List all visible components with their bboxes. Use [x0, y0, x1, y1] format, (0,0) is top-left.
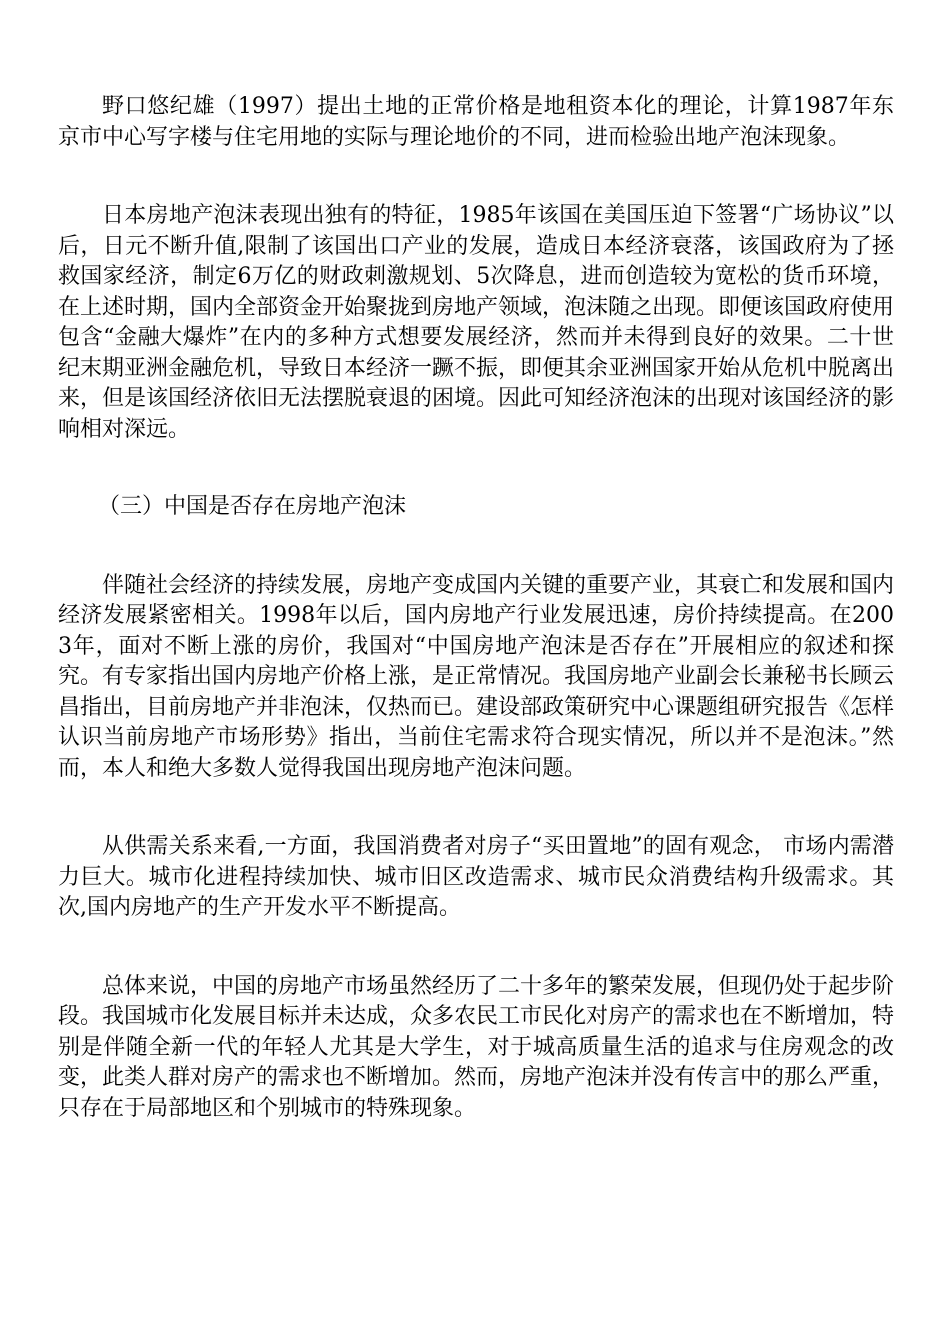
document-page	[58, 92, 894, 1124]
paragraph-japan-bubble: 日本房地产泡沫表现出独有的特征，1985年该国在美国压迫下签署“广场协议”以后，日元不断升值,限制了该国出口产业的发展，造成日本经济衰落，该国政府为了拯救国家经济，制定6万亿的财政刺激规划、5次降息，进而创造较为宽松的货币环境，在上述时期，国内全部资金开始聚拢到房地产领域，泡沫随之出现。即便该国政府使用包含“金融大爆炸”在内的多种方式想要发展经济，然而并未得到良好的效果。二十世纪末期亚洲金融危机，导致日本经济一蹶不振，即便其余亚洲国家开始从危机中脱离出来，但是该国经济依旧无法摆脱衰退的困境。因此可知经济泡沫的出现对该国经济的影响相对深远。	[58, 203, 895, 442]
paragraph-overall: 总体来说，中国的房地产市场虽然经历了二十多年的繁荣发展，但现仍处于起步阶段。我国城市化发展目标并未达成，众多农民工市民化对房产的需求也在不断增加，特别是伴随全新一代的年轻人尤其是大学生，对于城高质量生活的追求与住房观念的改变，此类人群对房产的需求也不断增加。然而，房地产泡沫并没有传言中的那么严重，只存在于局部地区和个别城市的特殊现象。	[58, 973, 895, 1121]
paragraph-supply-demand: 从供需关系来看,一方面，我国消费者对房子“买田置地”的固有观念， 市场内需潜力巨大。城市化进程持续加快、城市旧区改造需求、城市民众消费结构升级需求。其次,国内房地产的生产开发水平不断提高。	[58, 834, 894, 920]
paragraph-china-development: 伴随社会经济的持续发展，房地产变成国内关键的重要产业，其衰亡和发展和国内经济发展紧密相关。1998年以后，国内房地产行业发展迅速，房价持续提高。在2003年，面对不断上涨的房价，我国对“中国房地产泡沫是否存在”开展相应的叙述和探究。有专家指出国内房地产价格上涨，是正常情况。我国房地产业副会长兼秘书长顾云昌指出，目前房地产并非泡沫，仅热而已。建设部政策研究中心课题组研究报告《怎样认识当前房地产市场形势》指出，当前住宅需求符合现实情况，所以并不是泡沫。”然而，本人和绝大多数人觉得我国出现房地产泡沫问题。	[58, 572, 895, 781]
section-heading: （三）中国是否存在房地产泡沫	[98, 494, 407, 519]
paragraph-noguchi: 野口悠纪雄（1997）提出土地的正常价格是地租资本化的理论，计算1987年东京市中心写字楼与住宅用地的实际与理论地价的不同，进而检验出地产泡沫现象。	[58, 94, 894, 150]
